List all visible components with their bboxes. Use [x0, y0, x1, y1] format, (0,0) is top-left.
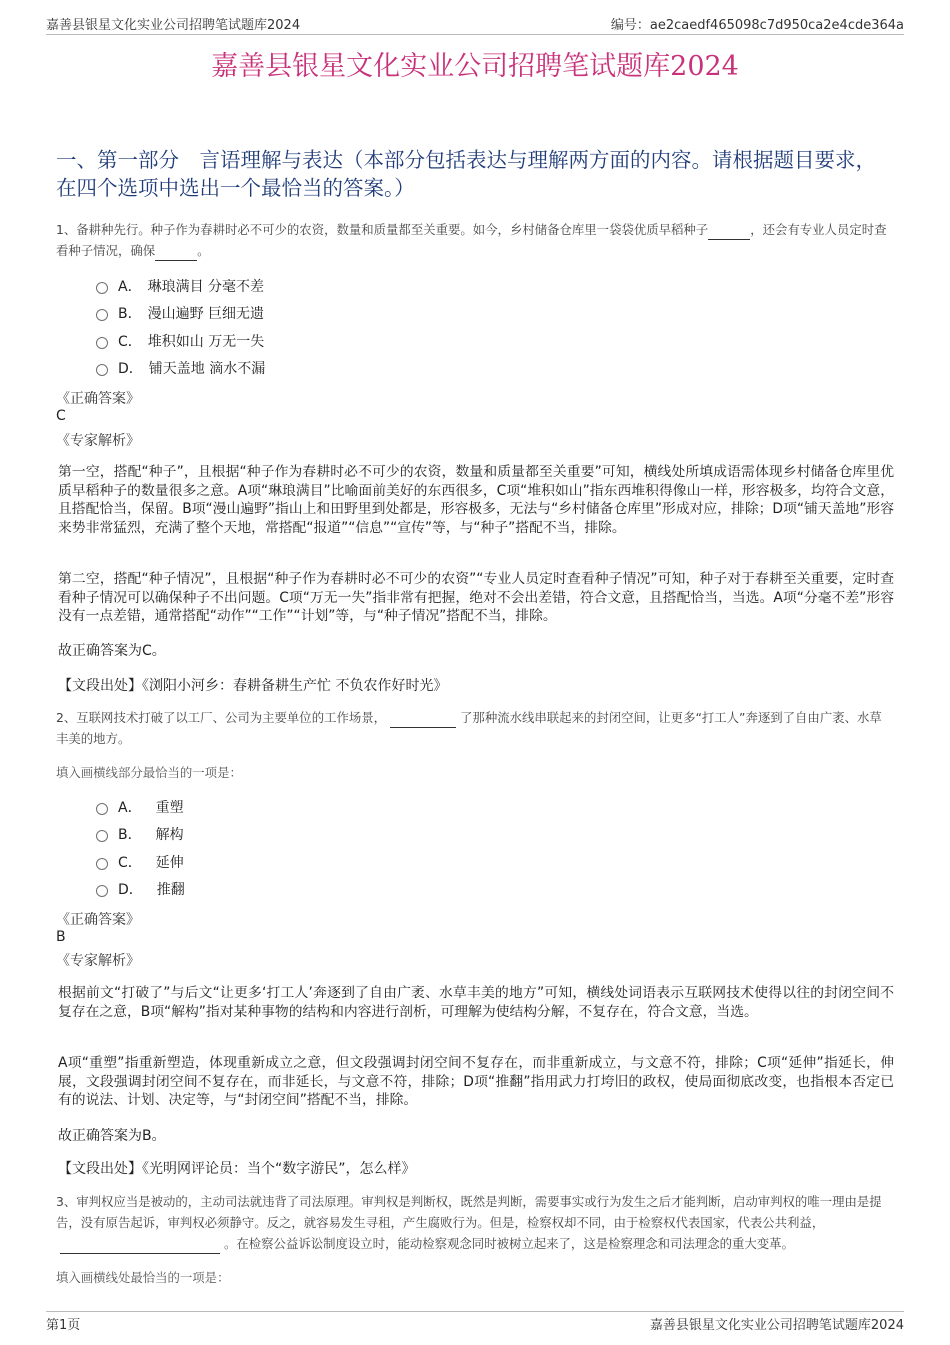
question-1-options	[96, 272, 265, 382]
radio-icon[interactable]	[96, 858, 108, 870]
correct-answer-value: B	[56, 929, 66, 945]
analysis-paragraph: 第一空，搭配“种子”，且根据“种子作为春耕时必不可少的农资，数量和质量都至关重要”可知，横线处所填成语需体现乡村储备仓库里优质早稻种子的数量很多之意。A项“琳琅满目”比喻面前美好的东西很多，C项“堆积如山”指东西堆积得像山一样，形容极多，均符合文意，且搭配恰当，保留。B项“漫山遍野”指山上和田野里到处都是，形容极多，无法与“乡村储备仓库里”形成对应，排除；D项“铺天盖地”形容来势非常猛烈，充满了整个天地，常搭配“报道”“信息”“宣传”等，与“种子”搭配不当，排除。	[58, 464, 894, 536]
radio-icon[interactable]	[96, 885, 108, 897]
blank-line	[155, 260, 197, 261]
correct-answer-value: C	[56, 408, 66, 424]
expert-analysis-label: 《专家解析》	[56, 953, 140, 969]
question-2-prompt: 填入画横线部分最恰当的一项是：	[56, 765, 242, 780]
header-divider	[46, 34, 904, 35]
source-citation: 【文段出处】《光明网评论员：当个“数字游民”，怎么样》	[58, 1161, 416, 1177]
header-doc-id: 编号：ae2caedf465098c7d950ca2e4cde364a	[610, 18, 904, 33]
analysis-paragraph: 第二空，搭配“种子情况”，且根据“种子作为春耕时必不可少的农资”“专业人员定时查看种子情况”可知，种子对于春耕至关重要，定时查看种子情况可以确保种子不出问题。C项“万无一失”指非常有把握，绝对不会出差错，符合文意，且搭配恰当，当选。A项“分毫不差”形容没有一点差错，通常搭配“动作”“工作”“计划”等，与“种子情况”搭配不当，排除。	[58, 571, 894, 624]
footer-divider	[46, 1311, 904, 1312]
expert-analysis-label: 《专家解析》	[56, 433, 140, 449]
radio-icon[interactable]	[96, 364, 108, 376]
analysis-paragraph: 根据前文“打破了”与后文“让更多‘打工人’奔逐到了自由广袤、水草丰美的地方”可知，横线处词语表示互联网技术使得以往的封闭空间不复存在之意，B项“解构”指对某种事物的结构和内容进行剖析，可理解为使结构分解，不复存在，符合文意，当选。	[58, 985, 894, 1020]
option-d[interactable]: D． 推翻	[96, 876, 185, 904]
radio-icon[interactable]	[96, 309, 108, 321]
page-title: 嘉善县银星文化实业公司招聘笔试题库2024	[211, 51, 739, 82]
blank-line	[390, 727, 456, 728]
correct-answer-label: 《正确答案》	[56, 391, 140, 407]
question-2-options	[96, 793, 185, 903]
footer-doc-title: 嘉善县银星文化实业公司招聘笔试题库2024	[649, 1318, 904, 1333]
answer-conclusion: 故正确答案为B。	[58, 1128, 166, 1144]
blank-line	[708, 239, 750, 240]
answer-conclusion: 故正确答案为C。	[58, 643, 166, 659]
option-c[interactable]: C． 堆积如山 万无一失	[96, 327, 265, 355]
source-citation: 【文段出处】《浏阳小河乡：春耕备耕生产忙 不负农作好时光》	[58, 678, 448, 694]
radio-icon[interactable]	[96, 337, 108, 349]
page-number: 第1页	[46, 1318, 81, 1333]
header-doc-title: 嘉善县银星文化实业公司招聘笔试题库2024	[46, 18, 301, 33]
question-1-text: 1、备耕种先行。种子作为春耕时必不可少的农资，数量和质量都至关重要。如今，乡村储备仓库里一袋袋优质早稻种子 ，还会有专业人员定时查看种子情况，确保 。	[56, 219, 892, 261]
analysis-paragraph: A项“重塑”指重新塑造，体现重新成立之意，但文段强调封闭空间不复存在，而非重新成立，与文意不符，排除；C项“延伸”指延长，伸展，文段强调封闭空间不复存在，而非延长，与文意不符，排除；D项“推翻”指用武力打垮旧的政权，使局面彻底改变，也指根本否定已有的说法、计划、决定等，与“封闭空间”搭配不当，排除。	[58, 1055, 894, 1108]
blank-line	[60, 1253, 220, 1254]
section-heading: 一、第一部分 言语理解与表达（本部分包括表达与理解两方面的内容。请根据题目要求，在四个选项中选出一个最恰当的答案。）	[56, 148, 876, 200]
question-2-text: 2、互联网技术打破了以工厂、公司为主要单位的工作场景， 了那种流水线串联起来的封闭空间，让更多“打工人”奔逐到了自由广袤、水草丰美的地方。	[56, 710, 882, 746]
question-3-prompt: 填入画横线处最恰当的一项是：	[56, 1270, 230, 1285]
radio-icon[interactable]	[96, 282, 108, 294]
correct-answer-label: 《正确答案》	[56, 912, 140, 928]
option-c[interactable]: C． 延伸	[96, 848, 185, 876]
radio-icon[interactable]	[96, 803, 108, 815]
option-a[interactable]: A． 重塑	[96, 793, 185, 821]
option-a[interactable]: A． 琳琅满目 分毫不差	[96, 272, 265, 300]
option-b[interactable]: B． 解构	[96, 821, 185, 849]
question-3-text: 3、审判权应当是被动的，主动司法就违背了司法原理。审判权是判断权，既然是判断，需要事实或行为发生之后才能判断，启动审判权的唯一理由是提告，没有原告起诉，审判权必须静守。反之，就容易发生寻租，产生腐败行为。但是，检察权却不同，由于检察权代表国家，代表公共利益，。在检察公益诉讼制度设立时，能动检察观念同时被树立起来了，这是检察理念和司法理念的重大变革。	[56, 1191, 892, 1254]
radio-icon[interactable]	[96, 830, 108, 842]
option-d[interactable]: D． 铺天盖地 滴水不漏	[96, 355, 265, 383]
option-b[interactable]: B． 漫山遍野 巨细无遗	[96, 300, 265, 328]
